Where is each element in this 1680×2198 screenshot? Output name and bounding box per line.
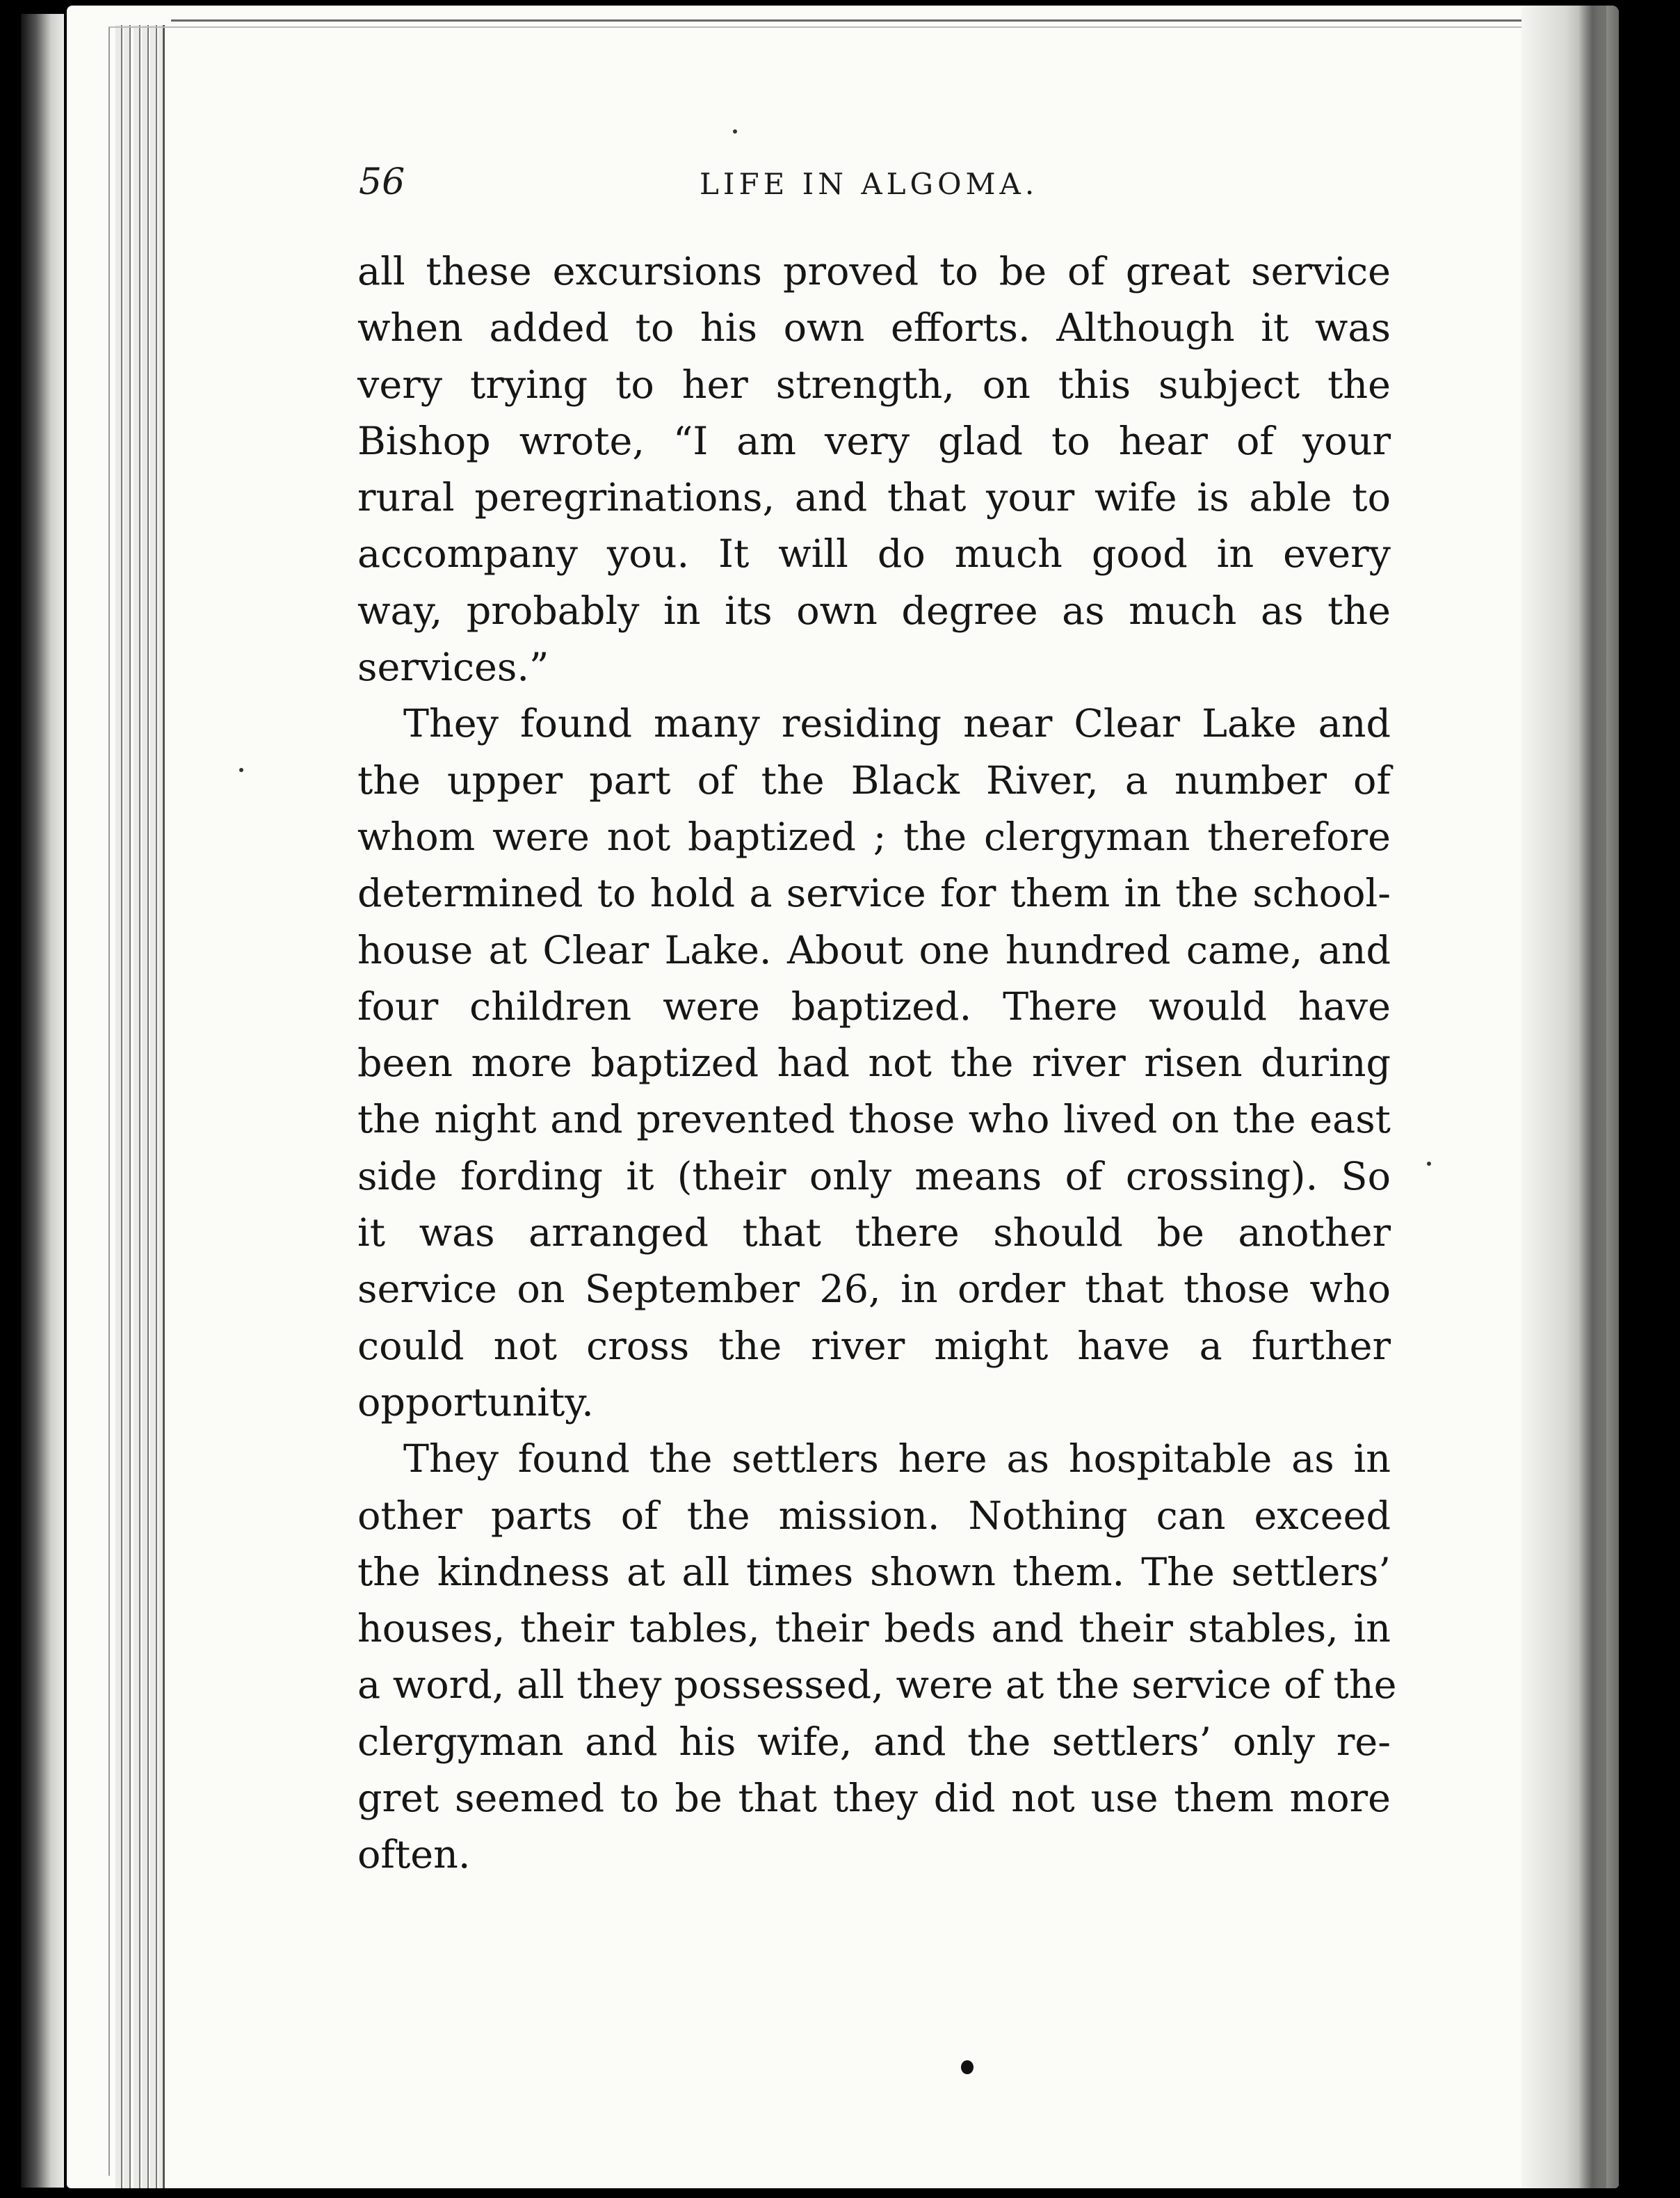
scan-speck (239, 768, 243, 772)
text-line: accompany you. It will do much good in every (357, 531, 1391, 577)
text-line: side fording it (their only means of crossing). So (357, 1153, 1391, 1199)
right-gutter-fold (1578, 6, 1606, 2188)
book-spine-shadow (21, 14, 64, 2188)
text-line: been more baptized had not the river risen during (357, 1041, 1391, 1086)
text-line: Bishop wrote, “I am very glad to hear of your (357, 418, 1391, 464)
text-line: the upper part of the Black River, a number of (357, 757, 1391, 803)
text-line: rural peregrinations, and that your wife is able to (357, 475, 1391, 521)
text-line: They found the settlers here as hospitable as in (403, 1436, 1391, 1482)
text-line: when added to his own efforts. Although it was (357, 305, 1391, 351)
text-line: house at Clear Lake. About one hundred came, and (357, 927, 1391, 973)
text-line: They found many residing near Clear Lake and (403, 701, 1391, 747)
text-line: service on September 26, in order that those who (357, 1267, 1391, 1313)
scan-speck (733, 129, 737, 134)
text-line: way, probably in its own degree as much as the (357, 588, 1391, 634)
page-number: 56 (359, 161, 405, 203)
printer-mark-dot (961, 2060, 974, 2074)
text-line: the kindness at all times shown them. The settlers’ (357, 1549, 1391, 1595)
text-line: gret seemed to be that they did not use them more (357, 1776, 1391, 1822)
body-text (357, 243, 1397, 1884)
text-line: opportunity. (357, 1379, 594, 1425)
text-line: clergyman and his wife, and the settlers’ only re- (357, 1719, 1391, 1765)
text-line: the night and prevented those who lived on the east (357, 1097, 1391, 1143)
text-line: other parts of the mission. Nothing can exceed (357, 1493, 1391, 1539)
text-line: services.” (357, 645, 549, 691)
text-line: very trying to her strength, on this subject the (357, 362, 1391, 408)
running-title: LIFE IN ALGOMA. (700, 167, 1039, 201)
text-line: whom were not baptized ; the clergyman therefore (357, 814, 1391, 860)
text-line: houses, their tables, their beds and their stables, in (357, 1606, 1391, 1652)
text-line: determined to hold a service for them in the school- (357, 871, 1391, 917)
text-line: a word, all they possessed, were at the service of the (357, 1662, 1397, 1708)
scan-speck (1427, 1162, 1431, 1166)
top-border-line (171, 19, 1563, 22)
text-line: it was arranged that there should be another (357, 1210, 1391, 1256)
text-line: often. (357, 1832, 471, 1878)
text-line: all these excursions proved to be of great service (357, 249, 1391, 294)
page-header (359, 161, 1409, 217)
text-line: four children were baptized. There would have (357, 984, 1391, 1029)
text-line: could not cross the river might have a further (357, 1323, 1391, 1369)
